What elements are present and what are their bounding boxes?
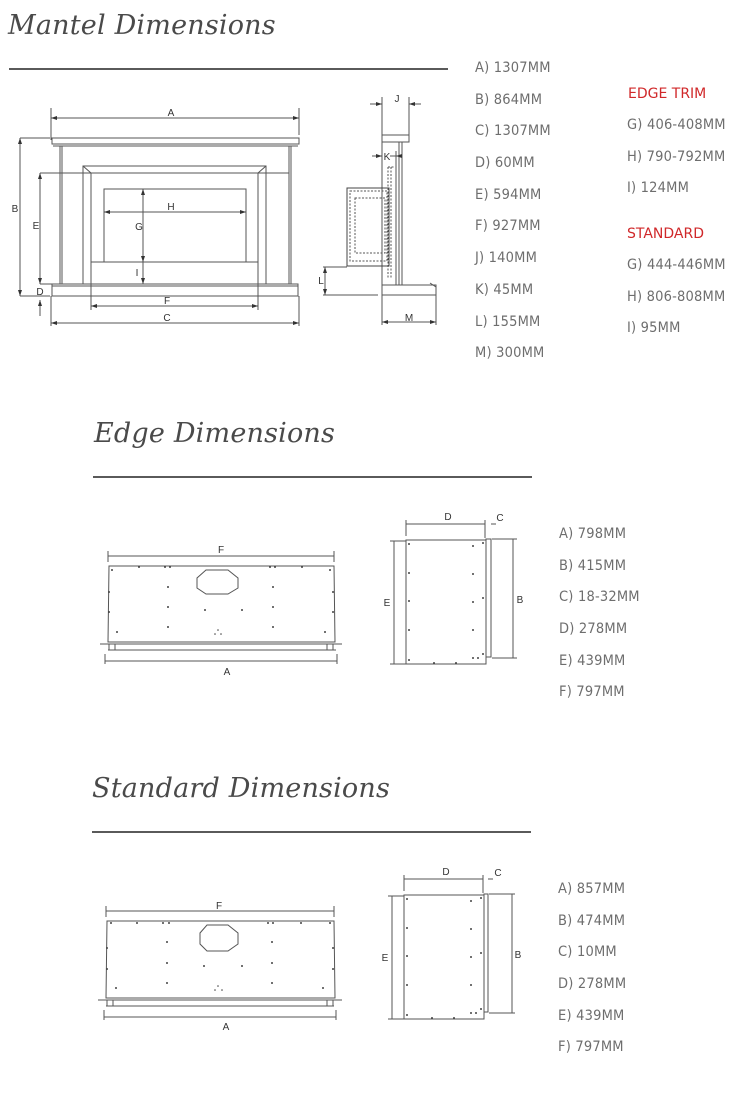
dimension-item: E) 439MM xyxy=(559,652,626,669)
dimension-item: H) 806-808MM xyxy=(627,288,726,305)
dimension-item: D) 278MM xyxy=(558,976,627,993)
dimension-item: D) 278MM xyxy=(559,621,628,638)
mantel-label-k: K xyxy=(383,152,391,163)
edge-label-a: A xyxy=(223,667,231,678)
mantel-label-c: C xyxy=(163,313,171,324)
dimension-item: L) 155MM xyxy=(475,313,541,330)
edge-label-d: D xyxy=(444,512,452,523)
dimension-item: H) 790-792MM xyxy=(627,148,726,165)
edge-dimension-list xyxy=(559,519,640,709)
mantel-label-m: M xyxy=(404,313,414,324)
dimension-item: M) 300MM xyxy=(475,345,545,362)
standard-label-b: B xyxy=(514,950,522,961)
standard-front-diagram xyxy=(90,890,350,1040)
mantel-label-g: G xyxy=(135,222,143,233)
edge-side-diagram xyxy=(370,500,540,680)
mantel-front-diagram xyxy=(0,90,320,340)
mantel-label-a: A xyxy=(167,108,175,119)
edge-label-b: B xyxy=(516,595,524,606)
dimension-item: A) 1307MM xyxy=(475,60,551,76)
dimension-item: E) 439MM xyxy=(558,1007,625,1024)
mantel-label-d: D xyxy=(36,287,44,298)
edge-trim-heading: EDGE TRIM xyxy=(628,86,707,102)
dimension-item: I) 95MM xyxy=(627,320,681,337)
standard-heading: STANDARD xyxy=(627,226,705,242)
mantel-section-title: Mantel Dimensions xyxy=(8,10,276,41)
dimension-item: D) 60MM xyxy=(475,155,535,172)
dimension-item: K) 45MM xyxy=(475,281,534,298)
edge-section-title: Edge Dimensions xyxy=(94,418,336,449)
dimension-item: G) 406-408MM xyxy=(627,117,726,133)
standard-label-f: F xyxy=(215,901,223,912)
mantel-label-f: F xyxy=(163,296,171,307)
dimension-item: B) 415MM xyxy=(559,557,627,574)
dimension-item: I) 124MM xyxy=(627,180,690,197)
edge-trim-dimension-list xyxy=(627,110,726,205)
edge-divider xyxy=(93,476,532,478)
edge-label-f: F xyxy=(217,545,225,556)
mantel-divider xyxy=(9,68,448,70)
mantel-side-diagram xyxy=(310,85,470,335)
edge-front-diagram xyxy=(90,530,350,680)
dimension-item: G) 444-446MM xyxy=(627,257,726,273)
dimension-item: F) 797MM xyxy=(558,1039,624,1056)
dimension-item: B) 474MM xyxy=(558,912,626,929)
mantel-dimension-list xyxy=(475,53,551,370)
dimension-item: F) 927MM xyxy=(475,218,541,235)
standard-label-a: A xyxy=(222,1022,230,1033)
mantel-label-i: I xyxy=(135,268,139,279)
mantel-label-l: L xyxy=(318,276,324,287)
standard-dimension-list-bottom xyxy=(558,874,626,1064)
dimension-item: C) 10MM xyxy=(558,944,617,961)
standard-label-d: D xyxy=(442,867,450,878)
standard-divider xyxy=(92,831,531,833)
mantel-label-e: E xyxy=(32,221,40,232)
standard-section-title: Standard Dimensions xyxy=(92,773,391,804)
standard-dimension-list xyxy=(627,250,726,345)
dimension-item: C) 18-32MM xyxy=(559,589,640,606)
dimension-item: A) 798MM xyxy=(559,526,627,542)
dimension-item: A) 857MM xyxy=(558,881,626,897)
standard-label-c: C xyxy=(494,868,502,879)
standard-side-diagram xyxy=(370,855,540,1035)
mantel-label-b: B xyxy=(11,204,19,215)
mantel-label-j: J xyxy=(394,94,400,105)
dimension-item: F) 797MM xyxy=(559,684,625,701)
dimension-item: C) 1307MM xyxy=(475,123,551,140)
dimension-item: E) 594MM xyxy=(475,186,542,203)
mantel-label-h: H xyxy=(167,202,175,213)
edge-label-e: E xyxy=(383,598,391,609)
dimension-item: B) 864MM xyxy=(475,91,543,108)
standard-label-e: E xyxy=(381,953,389,964)
dimension-item: J) 140MM xyxy=(475,250,538,267)
edge-label-c: C xyxy=(496,513,504,524)
